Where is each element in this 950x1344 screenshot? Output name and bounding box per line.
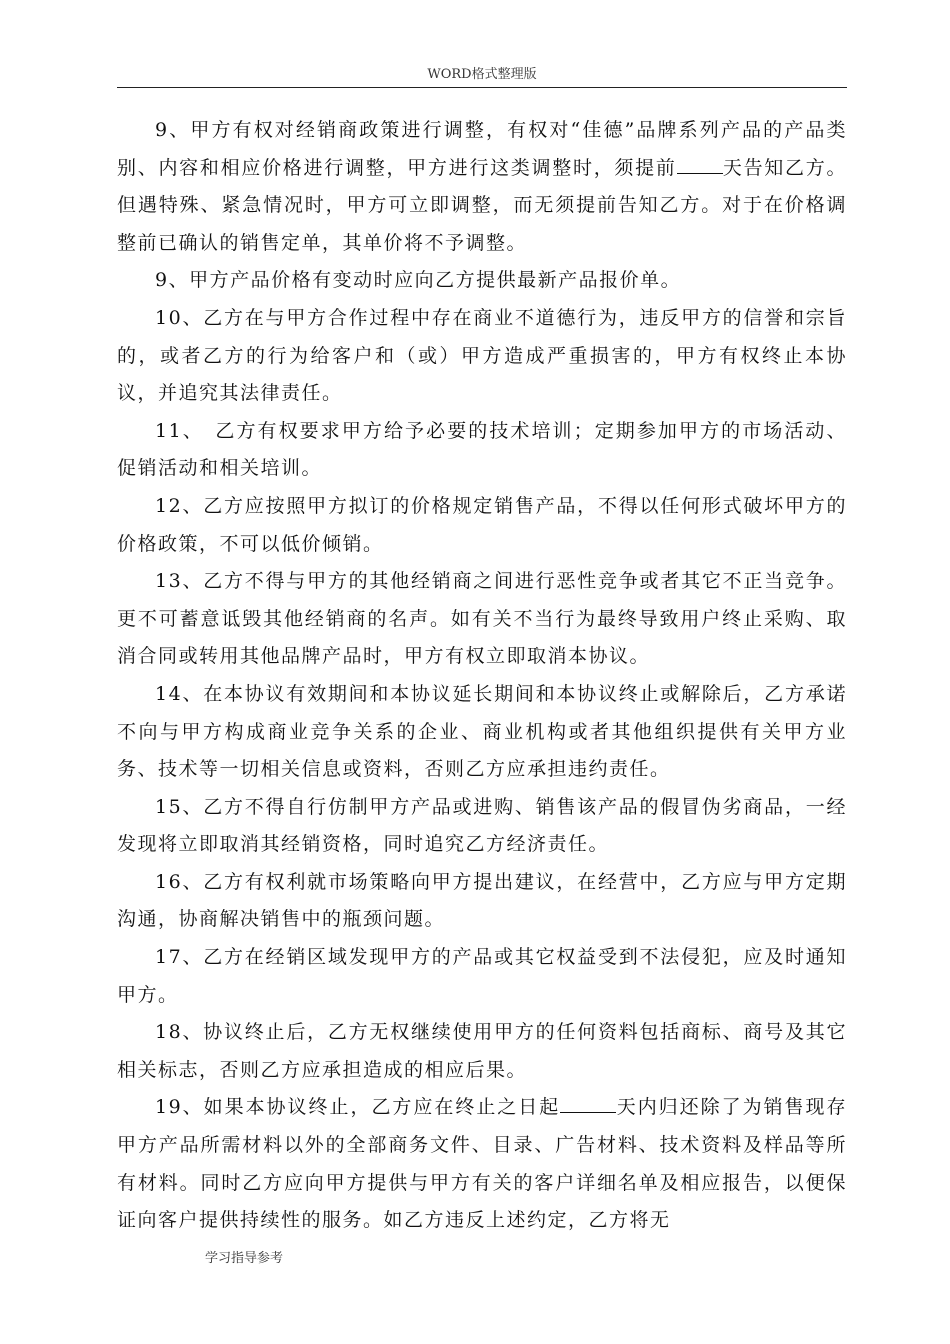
clause-9-price-list: 9、甲方产品价格有变动时应向乙方提供最新产品报价单。	[155, 269, 682, 292]
clause-9-price-adjustment	[117, 112, 847, 262]
fill-blank-days	[560, 1093, 616, 1113]
clause-text: 19、如果本协议终止，乙方应在终止之日起	[155, 1096, 561, 1119]
clause-11: 11、 乙方有权要求甲方给予必要的技术培训；定期参加甲方的市场活动、促销活动和相关培训。	[117, 419, 847, 480]
document-body	[117, 112, 847, 1240]
fill-blank-days	[677, 154, 723, 174]
clause-13: 13、乙方不得与甲方的其他经销商之间进行恶性竞争或者其它不正当竞争。更不可蓄意诋毁其他经销商的名声。如有关不当行为最终导致用户终止采购、取消合同或转用其他品牌产品时，甲方有权立即取消本协议。	[117, 570, 847, 668]
page-header: WORD格式整理版	[427, 67, 537, 82]
page-footer: 学习指导参考	[205, 1251, 284, 1266]
clause-17: 17、乙方在经销区域发现甲方的产品或其它权益受到不法侵犯，应及时通知甲方。	[117, 946, 847, 1006]
clause-text: 9、甲方有权对经销商政策进行调整，有权对“佳德”品牌系列产品的产品类别、内容和相应价格进行调整，甲方进行这类调整时，须提前	[117, 119, 847, 179]
clause-10: 10、乙方在与甲方合作过程中存在商业不道德行为，违反甲方的信誉和宗旨的，或者乙方的行为给客户和（或）甲方造成严重损害的，甲方有权终止本协议，并追究其法律责任。	[117, 306, 847, 405]
clause-19	[117, 1089, 847, 1239]
clause-18: 18、协议终止后，乙方无权继续使用甲方的任何资料包括商标、商号及其它相关标志，否则乙方应承担造成的相应后果。	[117, 1021, 847, 1081]
header-divider	[117, 87, 847, 88]
clause-15: 15、乙方不得自行仿制甲方产品或进购、销售该产品的假冒伪劣商品，一经发现将立即取消其经销资格，同时追究乙方经济责任。	[117, 795, 847, 856]
clause-12: 12、乙方应按照甲方拟订的价格规定销售产品，不得以任何形式破坏甲方的价格政策，不可以低价倾销。	[117, 494, 847, 555]
clause-text-continued: 天告知乙方。但遇特殊、紧急情况时，甲方可立即调整，而无须提前告知乙方。对于在价格调整前已确认的销售定单，其单价将不予调整。	[117, 156, 847, 254]
clause-16: 16、乙方有权利就市场策略向甲方提出建议，在经营中，乙方应与甲方定期沟通，协商解决销售中的瓶颈问题。	[117, 870, 847, 931]
clause-text-continued: 天内归还除了为销售现存甲方产品所需材料以外的全部商务文件、目录、广告材料、技术资料及样品等所有材料。同时乙方应向甲方提供与甲方有关的客户详细名单及相应报告，以便保证向客户提供持续性的服务。如乙方违反上述约定，乙方将无	[117, 1096, 847, 1232]
clause-14: 14、在本协议有效期间和本协议延长期间和本协议终止或解除后，乙方承诺不向与甲方构成商业竞争关系的企业、商业机构或者其他组织提供有关甲方业务、技术等一切相关信息或资料，否则乙方应承担违约责任。	[117, 682, 847, 781]
